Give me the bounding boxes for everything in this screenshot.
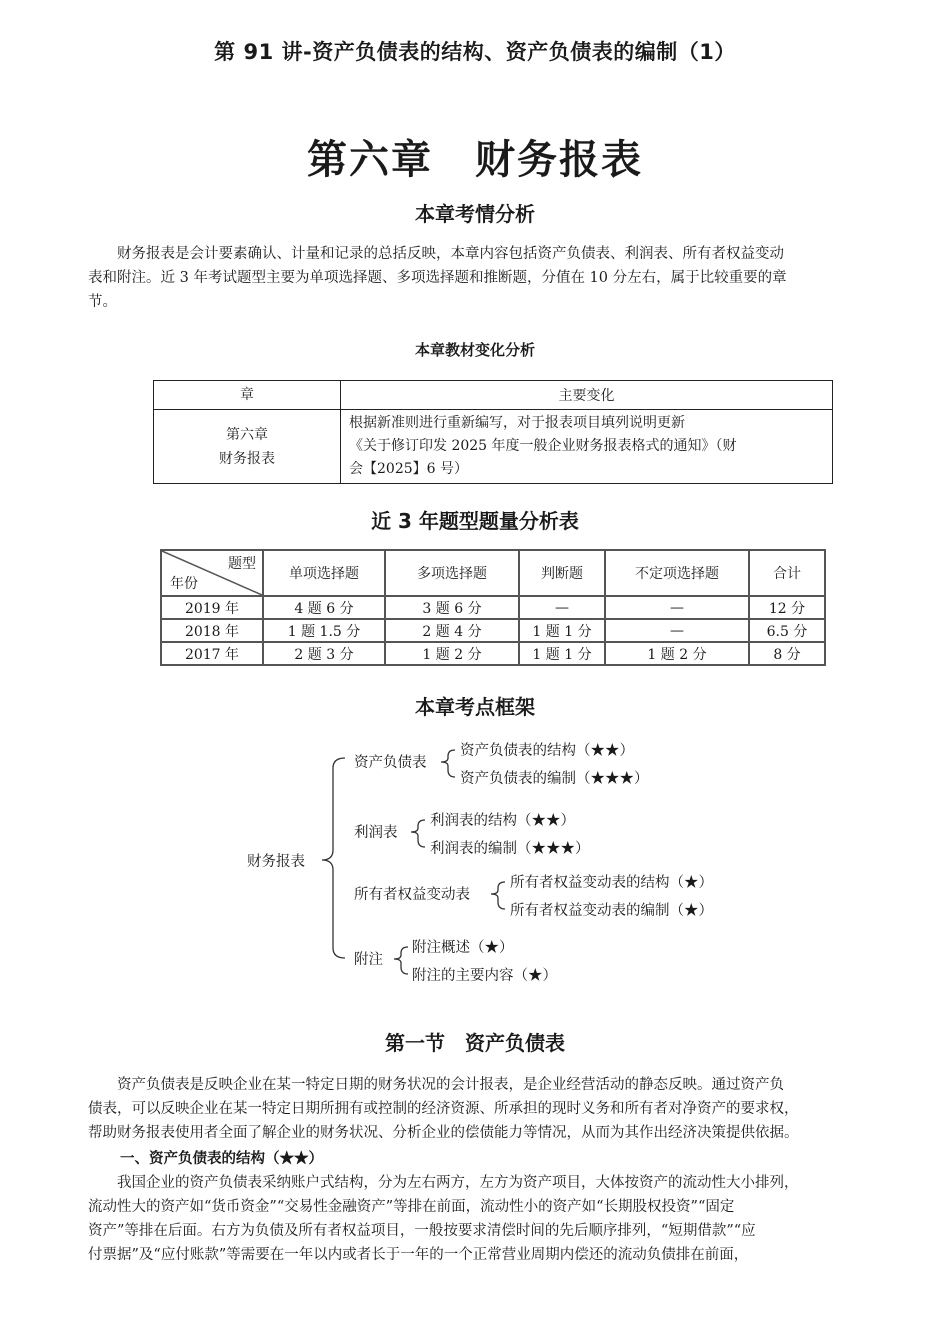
table-cell: — — [605, 619, 749, 642]
framework-group-label: 所有者权益变动表 — [354, 887, 470, 903]
lecture-title: 第 91 讲-资产负债表的结构、资产负债表的编制（1） — [214, 40, 736, 64]
framework-item: 资产负债表的结构（★★） — [460, 743, 634, 759]
analysis-heading: 本章考情分析 — [415, 202, 535, 226]
analysis-line: 节。 — [88, 294, 117, 310]
section-body — [88, 1171, 908, 1267]
framework-item: 资产负债表的编制（★★★） — [460, 771, 649, 787]
year-cell: 2018 年 — [161, 619, 263, 642]
chapter-number: 第六章 — [226, 426, 268, 443]
section-body-line: 资产”等排在后面。右方为负债及所有者权益项目，一般按要求清偿时间的先后顺序排列，“短期借款”“应 — [88, 1223, 756, 1239]
changes-heading: 本章教材变化分析 — [414, 341, 535, 359]
question-table-heading: 近 3 年题型题量分析表 — [371, 509, 579, 533]
table-cell: 2 题 3 分 — [263, 642, 385, 665]
change-line: 会【2025】6 号） — [349, 461, 468, 477]
table-cell: 1 题 1.5 分 — [263, 619, 385, 642]
year-cell: 2019 年 — [161, 596, 263, 619]
table-cell: — — [519, 596, 605, 619]
section-intro-line: 资产负债表是反映企业在某一特定日期的财务状况的会计报表，是企业经营活动的静态反映。通过资产负 — [117, 1077, 784, 1093]
chapter-name: 财务报表 — [219, 450, 275, 467]
group-brace-4 — [394, 947, 408, 974]
table-cell: 3 题 6 分 — [385, 596, 519, 619]
framework-item: 附注的主要内容（★） — [412, 968, 557, 984]
table-cell: 1 题 1 分 — [519, 642, 605, 665]
section-heading: 第一节 资产负债表 — [385, 1031, 565, 1055]
table-cell: 8 分 — [749, 642, 825, 665]
change-line: 根据新准则进行重新编写，对于报表项目填列说明更新 — [349, 415, 685, 431]
section-intro — [88, 1073, 908, 1145]
subsection-heading: 一、资产负债表的结构（★★） — [120, 1150, 323, 1167]
group-brace-3 — [491, 882, 505, 909]
table-cell: 1 题 2 分 — [385, 642, 519, 665]
framework-group-label: 资产负债表 — [354, 755, 427, 771]
table-cell: 1 题 2 分 — [605, 642, 749, 665]
framework-item: 所有者权益变动表的编制（★） — [510, 903, 713, 919]
section-body-line: 我国企业的资产负债表采纳账户式结构，分为左右两方，左方为资产项目，大体按资产的流动性大小排列， — [117, 1175, 799, 1191]
column-header: 合计 — [749, 550, 825, 596]
group-brace-1 — [441, 750, 455, 777]
analysis-line: 财务报表是会计要素确认、计量和记录的总括反映，本章内容包括资产负债表、利润表、所有者权益变动 — [117, 246, 784, 262]
framework-group-label: 附注 — [354, 952, 383, 968]
framework-item: 附注概述（★） — [412, 940, 514, 956]
table-cell: 2 题 4 分 — [385, 619, 519, 642]
table-cell: 4 题 6 分 — [263, 596, 385, 619]
corner-bottom-label: 年份 — [170, 576, 198, 592]
table-cell: 6.5 分 — [749, 619, 825, 642]
section-intro-line: 债表，可以反映企业在某一特定日期所拥有或控制的经济资源、所承担的现时义务和所有者对净资产的要求权， — [88, 1101, 799, 1117]
table-cell: 12 分 — [749, 596, 825, 619]
section-body-line: 付票据”及“应付账款”等需要在一年以内或者长于一年的一个正常营业周期内偿还的流动负债排在前面， — [88, 1247, 749, 1263]
change-line: 《关于修订印发 2025 年度一般企业财务报表格式的通知》（财 — [349, 438, 737, 454]
framework-heading: 本章考点框架 — [415, 695, 535, 719]
framework-item: 利润表的结构（★★） — [430, 813, 575, 829]
group-brace-2 — [411, 820, 425, 847]
column-header: 单项选择题 — [263, 550, 385, 596]
year-cell: 2017 年 — [161, 642, 263, 665]
section-body-line: 流动性大的资产如“货币资金”“交易性金融资产”等排在前面，流动性小的资产如“长期股权投资”“固定 — [88, 1199, 735, 1215]
column-header: 判断题 — [519, 550, 605, 596]
changes-col-header: 章 — [154, 381, 341, 410]
changes-col-header: 主要变化 — [341, 381, 833, 410]
column-header: 不定项选择题 — [605, 550, 749, 596]
root-brace — [322, 758, 345, 958]
column-header: 多项选择题 — [385, 550, 519, 596]
framework-item: 所有者权益变动表的结构（★） — [510, 875, 713, 891]
framework-group-label: 利润表 — [354, 825, 398, 841]
section-intro-line: 帮助财务报表使用者全面了解企业的财务状况、分析企业的偿债能力等情况，从而为其作出经济决策提供依据。 — [88, 1125, 799, 1141]
corner-top-label: 题型 — [228, 556, 256, 572]
table-cell: — — [605, 596, 749, 619]
framework-item: 利润表的编制（★★★） — [430, 841, 590, 857]
framework-root: 财务报表 — [247, 854, 305, 870]
analysis-line: 表和附注。近 3 年考试题型主要为单项选择题、多项选择题和推断题，分值在 10 分左右，属于比较重要的章 — [88, 270, 787, 286]
chapter-title: 第六章 财务报表 — [307, 136, 643, 183]
table-cell: 1 题 1 分 — [519, 619, 605, 642]
